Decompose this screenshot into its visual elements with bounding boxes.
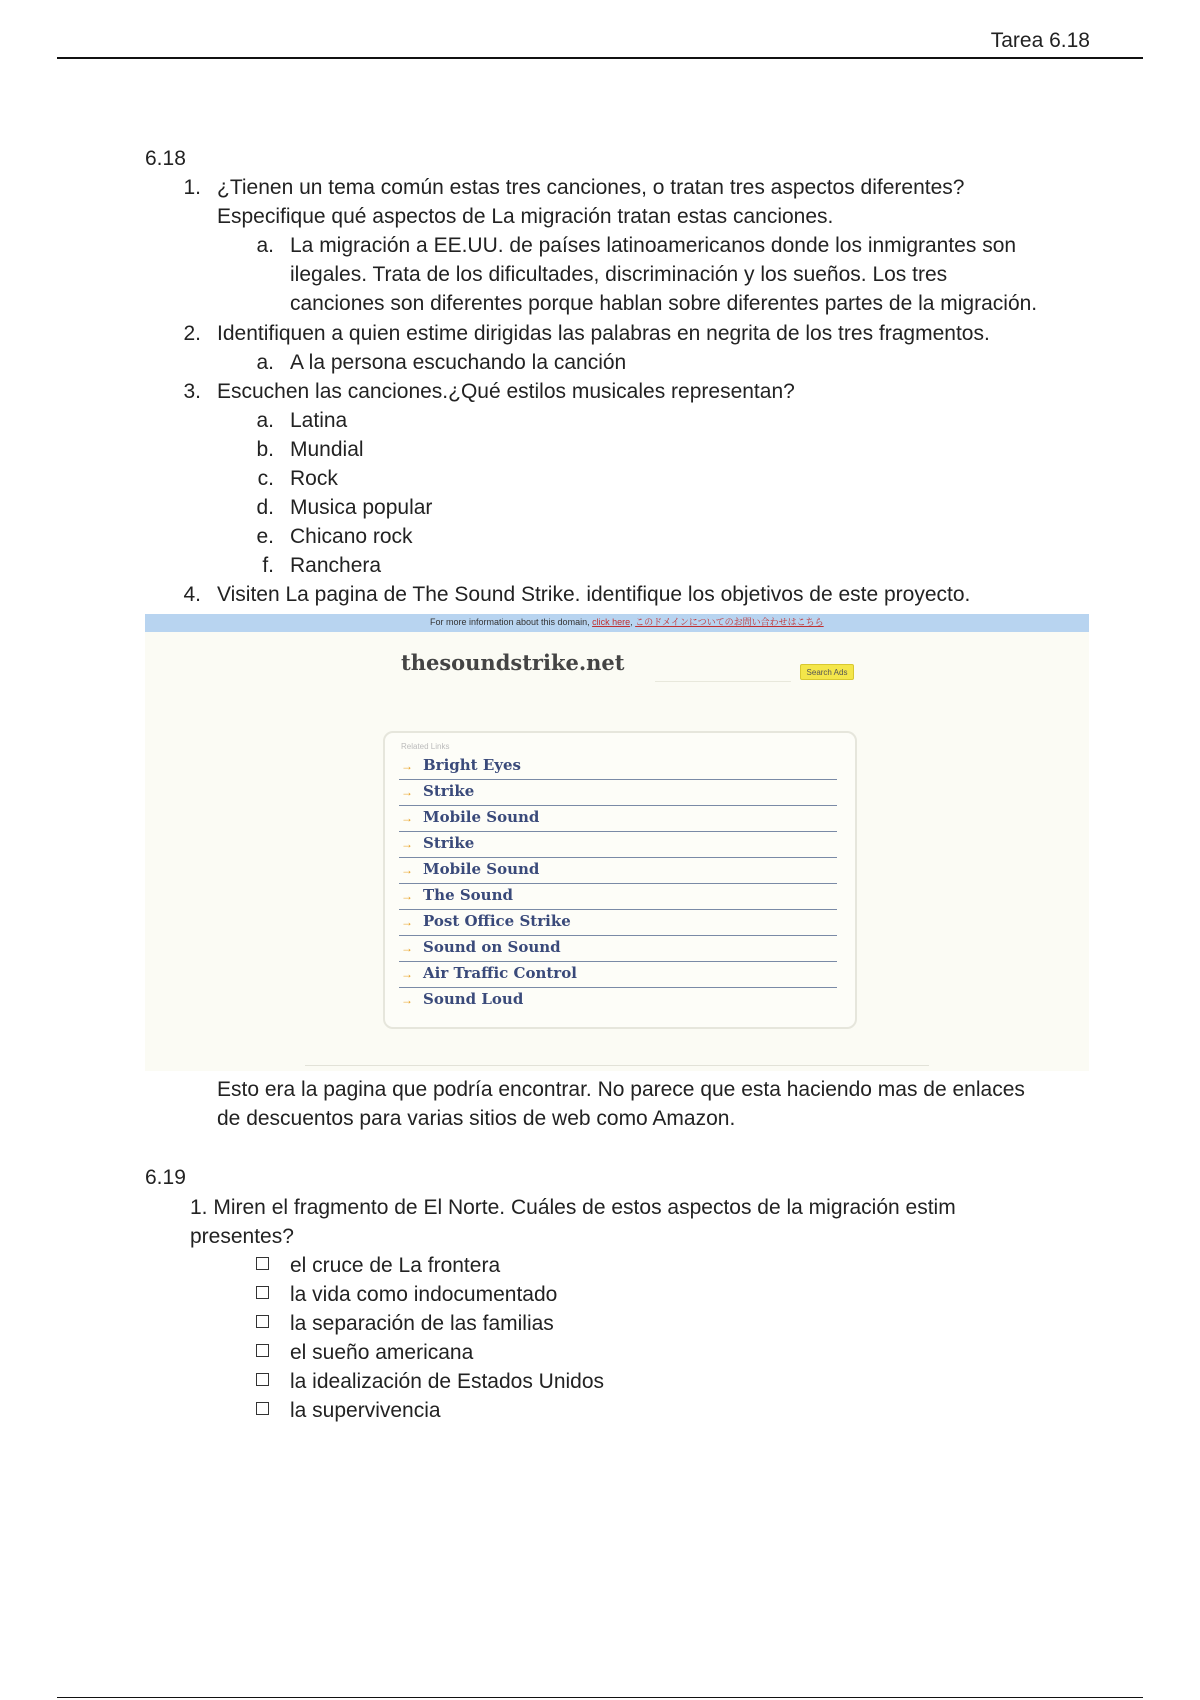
arrow-right-icon: → [401,837,413,851]
arrow-right-icon: → [401,785,413,799]
header-divider [57,57,1143,59]
answer-3d-letter: d. [256,496,274,519]
domain-info-bar [145,614,1089,632]
observation-line-2: de descuentos para varias sitios de web como Amazon. [217,1107,736,1130]
question-2-number: 2. [183,322,201,345]
question-619-1-line-2: presentes? [190,1225,294,1248]
answer-2a-letter: a. [256,351,274,374]
answer-3f-text: Ranchera [290,554,382,577]
question-1-line-2: Especifique qué aspectos de La migración tratan estas canciones. [217,205,834,228]
arrow-right-icon: → [401,759,413,773]
domain-info-text: For more information about this domain, click here, このドメインについてのお問い合わせはこちら [430,617,824,627]
related-link-text[interactable]: Bright Eyes [423,756,521,774]
question-1-line-1: ¿Tienen un tema común estas tres canciones, o tratan tres aspectos diferentes? [217,176,965,199]
section-heading-6-18: 6.18 [145,147,186,170]
section-heading-6-19: 6.19 [145,1166,186,1189]
option-label: el sueño americana [290,1341,474,1364]
answer-1a-line-2: ilegales. Trata de los dificultades, discriminación y los sueños. Los tres [290,263,948,286]
answer-3a-letter: a. [256,409,274,432]
related-link-item[interactable] [399,780,837,806]
arrow-right-icon: → [401,915,413,929]
related-link-item[interactable] [399,832,837,858]
question-619-1-line-1: 1. Miren el fragmento de El Norte. Cuáles de estos aspectos de la migración estim [190,1196,956,1219]
checkbox[interactable] [256,1402,269,1415]
search-ads-button[interactable]: Search Ads [800,664,854,680]
option-label: la idealización de Estados Unidos [290,1370,605,1393]
arrow-right-icon: → [401,889,413,903]
question-4-number: 4. [183,583,201,606]
answer-3a-text: Latina [290,409,348,432]
website-footer-divider [305,1065,929,1066]
related-link-item[interactable] [399,858,837,884]
domain-info-link-jp[interactable]: このドメインについてのお問い合わせはこちら [635,617,824,627]
checkbox[interactable] [256,1257,269,1270]
answer-1a-line-1: La migración a EE.UU. de países latinoamericanos donde los inmigrantes son [290,234,1017,257]
page-header-title: Tarea 6.18 [990,29,1090,52]
related-link-text[interactable]: Sound Loud [423,990,524,1008]
question-3-text: Escuchen las canciones.¿Qué estilos musicales representan? [217,380,795,403]
checkbox[interactable] [256,1344,269,1357]
answer-3d-text: Musica popular [290,496,433,519]
answer-1a-line-3: canciones son diferentes porque hablan sobre diferentes partes de la migración. [290,292,1038,315]
website-screenshot [145,614,1089,1071]
related-links-box [383,731,857,1029]
related-link-item[interactable] [399,754,837,780]
footer-divider [57,1697,1143,1698]
related-link-text[interactable]: Post Office Strike [423,912,571,930]
related-link-item[interactable] [399,910,837,936]
search-ads-input[interactable] [655,663,791,682]
related-link-item[interactable] [399,988,837,1013]
observation-line-1: Esto era la pagina que podría encontrar. No parece que esta haciendo mas de enlaces [217,1078,1025,1101]
answer-3c-letter: c. [257,467,274,490]
site-name: thesoundstrike.net [401,650,625,675]
answer-1a-letter: a. [256,234,274,257]
answer-3e-text: Chicano rock [290,525,413,548]
answer-3f-letter: f. [262,554,274,577]
answer-3b-text: Mundial [290,438,364,461]
answer-2a-text: A la persona escuchando la canción [290,351,627,374]
question-4-text: Visiten La pagina de The Sound Strike. identifique los objetivos de este proyecto. [217,583,971,606]
question-3-number: 3. [183,380,201,403]
arrow-right-icon: → [401,993,413,1007]
related-links-label: Related Links [401,742,450,751]
option-label: el cruce de La frontera [290,1254,501,1277]
domain-info-link[interactable]: click here [592,617,631,627]
related-link-text[interactable]: Strike [423,834,475,852]
option-label: la separación de las familias [290,1312,554,1335]
related-link-item[interactable] [399,936,837,962]
related-link-text[interactable]: The Sound [423,886,513,904]
related-link-text[interactable]: Air Traffic Control [423,964,577,982]
question-1-number: 1. [183,176,201,199]
checkbox[interactable] [256,1373,269,1386]
answer-3e-letter: e. [256,525,274,548]
related-link-item[interactable] [399,884,837,910]
related-link-text[interactable]: Sound on Sound [423,938,561,956]
arrow-right-icon: → [401,863,413,877]
related-link-item[interactable] [399,962,837,988]
checkbox[interactable] [256,1315,269,1328]
domain-info-label: For more information about this domain, [430,617,593,627]
arrow-right-icon: → [401,941,413,955]
option-label: la supervivencia [290,1399,441,1422]
related-link-text[interactable]: Mobile Sound [423,808,540,826]
answer-3b-letter: b. [256,438,274,461]
arrow-right-icon: → [401,811,413,825]
related-link-text[interactable]: Strike [423,782,475,800]
arrow-right-icon: → [401,967,413,981]
option-label: la vida como indocumentado [290,1283,558,1306]
question-2-text: Identifiquen a quien estime dirigidas las palabras en negrita de los tres fragmentos. [217,322,990,345]
related-link-text[interactable]: Mobile Sound [423,860,540,878]
answer-3c-text: Rock [290,467,338,490]
checkbox[interactable] [256,1286,269,1299]
related-link-item[interactable] [399,806,837,832]
